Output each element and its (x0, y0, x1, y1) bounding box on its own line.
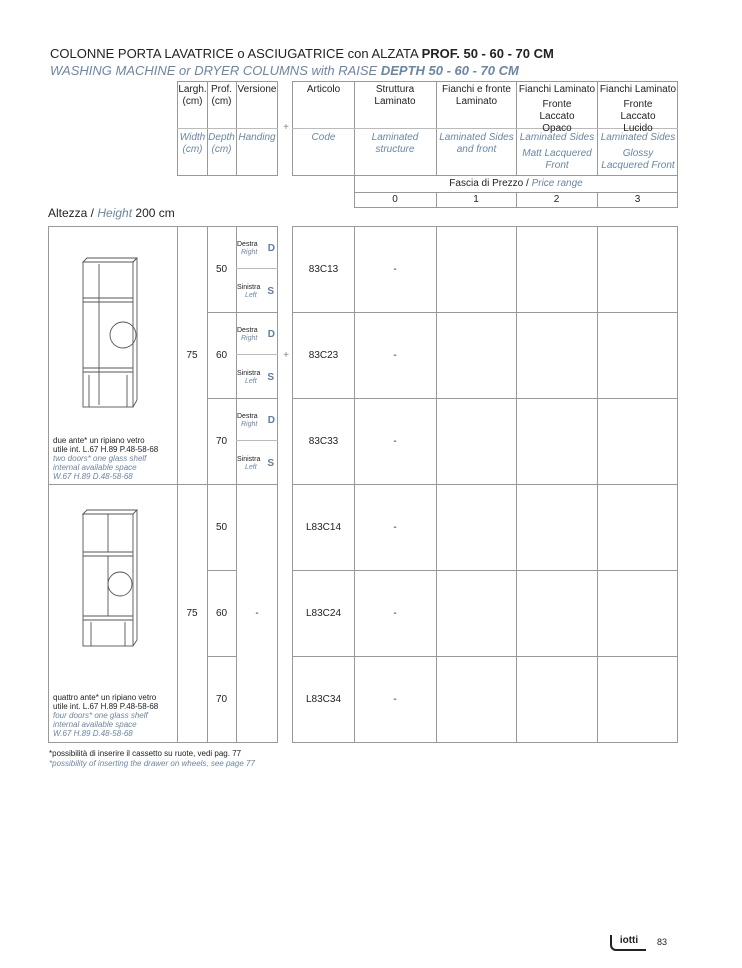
header-col2-it (517, 84, 597, 135)
header-col3-it (598, 84, 678, 135)
group1-width: 75 (186, 350, 198, 361)
price-range-label: Fascia di Prezzo / Price range (449, 178, 583, 189)
header-width-en: Width (cm) (179, 132, 206, 155)
group1-row2-price0: - (393, 350, 397, 361)
version-left-1: Sinistra Left S (237, 284, 274, 299)
group2-description: quattro ante* un ripiano vetro utile int. L.67 H.89 P.48-58-68 four doors* one glass shelf internal available space W.67 H.89 D.48-58-68 (53, 693, 159, 738)
header-col1-it: Fianchi e fronte Laminato (442, 84, 511, 107)
group2-row1-depth: 50 (215, 522, 228, 533)
group1-plus: + (283, 350, 289, 361)
version-right-1: Destra Right D (237, 241, 275, 256)
group1-row1-depth: 50 (215, 264, 228, 275)
header-col2-en-b: Matt Lacquered Front (522, 148, 592, 171)
group1-row1-code: 83C13 (308, 264, 339, 275)
group1-row3-price0: - (393, 436, 397, 447)
header-depth-en: Depth (cm) (208, 132, 235, 155)
header-code-it: Articolo (306, 84, 341, 95)
header-depth-it: Prof. (cm) (210, 84, 233, 107)
group2-version: - (255, 608, 259, 619)
group1-row3-code: 83C33 (308, 436, 339, 447)
group2-row3-code: L83C34 (305, 694, 342, 705)
header-version-en: Handing (238, 132, 276, 143)
title-it: COLONNE PORTA LAVATRICE o ASCIUGATRICE con ALZATA (50, 46, 418, 61)
title-en-depth: DEPTH 50 - 60 - 70 CM (380, 63, 519, 78)
page-title (50, 46, 554, 61)
group2-row3-price0: - (393, 694, 397, 705)
header-col0-en: Laminated structure (371, 132, 419, 155)
group2-row3-depth: 70 (215, 694, 228, 705)
height-label: Altezza / Height 200 cm (48, 206, 175, 220)
header-col1-en: Laminated Sides and front (439, 132, 514, 155)
header-col2-en-a: Laminated Sides (519, 132, 595, 143)
group2-row2-code: L83C24 (305, 608, 342, 619)
header-col2-en (517, 132, 597, 172)
price-col-0: 0 (392, 194, 398, 205)
price-col-3: 3 (634, 194, 641, 205)
group2-width: 75 (186, 608, 198, 619)
footnote: *possibilità di inserire il cassetto su ruote, vedi pag. 77 *possibility of inserting the drawer on wheels, see page 77 (49, 749, 255, 768)
price-col-2: 2 (553, 194, 560, 205)
header-col2-it-a: Fianchi Laminato (518, 84, 596, 95)
header-col3-it-b: Fronte Laccato Lucido (620, 99, 656, 134)
cabinet-four-doors-illustration (75, 504, 145, 649)
version-left-2: Sinistra Left S (237, 370, 274, 385)
title-en: WASHING MACHINE or DRYER COLUMNS with RAISE (50, 63, 378, 78)
header-col3-en-a: Laminated Sides (600, 132, 676, 143)
version-right-3: Destra Right D (237, 413, 275, 428)
cabinet-two-doors-illustration (75, 250, 145, 410)
version-right-2: Destra Right D (237, 327, 275, 342)
brand-logo: iotti (610, 935, 646, 951)
header-version-it: Versione (237, 84, 277, 95)
header-col3-en-b: Glossy Lacquered Front (601, 148, 675, 171)
group2-row1-price0: - (393, 522, 397, 533)
header-col0-it: Struttura Laminato (374, 84, 416, 107)
group1-row2-code: 83C23 (308, 350, 339, 361)
group1-row1-price0: - (393, 264, 397, 275)
header-col2-it-b: Fronte Laccato Opaco (539, 99, 575, 134)
price-col-1: 1 (473, 194, 479, 205)
page-number: 83 (657, 937, 668, 947)
group1-row2-depth: 60 (215, 350, 228, 361)
group1-description: due ante* un ripiano vetro utile int. L.67 H.89 P.48-58-68 two doors* one glass shelf internal available space W.67 H.89 D.48-58-68 (53, 436, 159, 481)
group2-row2-price0: - (393, 608, 397, 619)
page-subtitle (50, 63, 519, 78)
header-col3-it-a: Fianchi Laminato (599, 84, 677, 95)
title-it-depth: PROF. 50 - 60 - 70 CM (421, 46, 554, 61)
header-code-en: Code (311, 132, 336, 143)
header-plus: + (283, 122, 289, 133)
group2-row2-depth: 60 (215, 608, 228, 619)
header-width-it: Largh. (cm) (178, 84, 207, 107)
group1-row3-depth: 70 (215, 436, 228, 447)
group2-row1-code: L83C14 (305, 522, 342, 533)
version-left-3: Sinistra Left S (237, 456, 274, 471)
header-col3-en (598, 132, 678, 172)
